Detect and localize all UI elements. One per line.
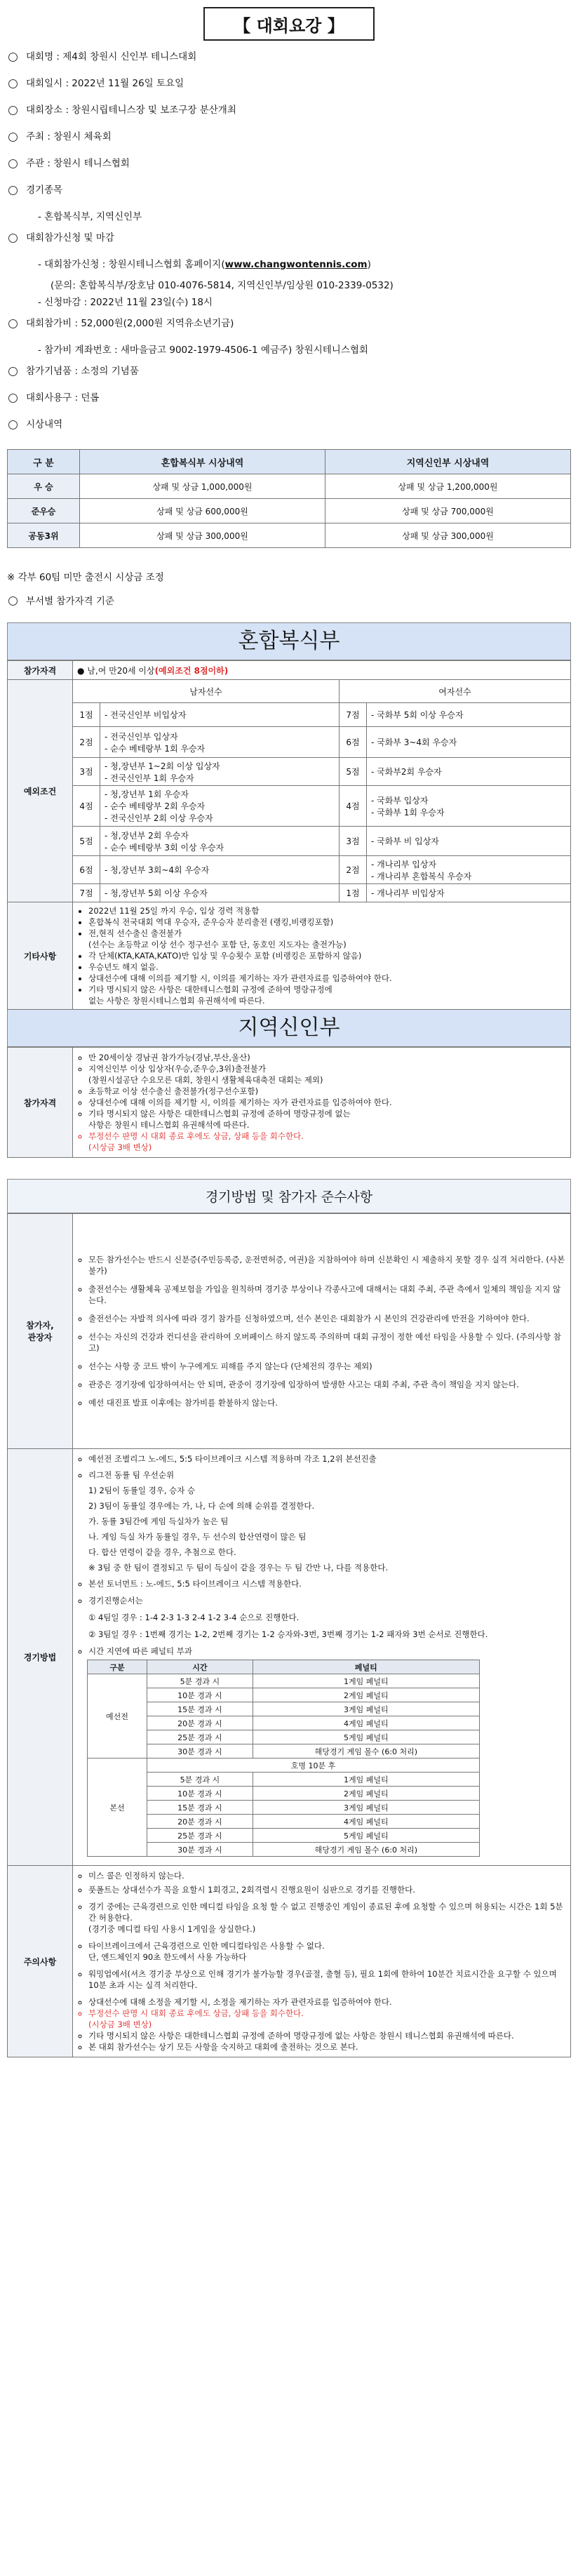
list-item: ◦ 관중은 경기장에 입장하여서는 안 되며, 관중이 경기장에 입장하여 발생한 사고는 대회 주최, 주관 측이 책임을 지지 않는다.: [88, 1379, 566, 1390]
list-item: ◦ 기타 명시되지 않은 사항은 대한테니스협회 규정에 준하여 명랑규정에 없는 사항은 창원시 테니스협회 유권해석에 따른다.: [88, 2030, 566, 2041]
method-label: 경기방법: [8, 1449, 73, 1866]
prize-note: ※ 각부 60팀 미만 출전시 시상금 조정: [7, 572, 164, 583]
table-row: 우 승 상패 및 상금 1,000,000원 상패 및 상금 1,200,000원: [8, 474, 571, 499]
table-header-row: [8, 450, 571, 474]
list-item: • 혼합복식 전국대회 역대 우승자, 준우승자 분리출전 (랭킹,비랭킹포함): [88, 916, 566, 928]
circle-bullet-icon: [8, 234, 18, 243]
list-item: • 각 단체(KTA,KATA,KATO)만 입상 및 우승횟수 포함 (비랭킹은 포함하지 않음): [88, 950, 566, 961]
circle-bullet-icon: [8, 367, 18, 376]
info-subitem: - 대회참가신청 : 창원시테니스협회 홈페이지(www.changwontennis.com): [38, 259, 371, 270]
list-item: ◦ 상대선수에 대해 소정을 제기할 시, 소정을 제기하는 자가 관련자료를 입증하여야 한다.: [88, 1996, 566, 2008]
list-item: ◦ 기타 명시되지 않은 사항은 대한테니스협회 규정에 준하여 명랑규정에 없는 사항은 창원시 테니스협회 유권해석에 따른다.: [88, 1108, 566, 1130]
tournament-guide: [7, 6, 571, 2057]
local-section-title: 지역신인부: [7, 1010, 571, 1047]
list-item: • 기타 명시되지 않은 사항은 대한테니스협회 규정에 준하여 명랑규정에: [88, 984, 566, 995]
table-header: 혼합복식부 시상내역: [80, 450, 325, 474]
homepage-link[interactable]: www.changwontennis.com: [224, 259, 368, 270]
circle-bullet-icon: [8, 186, 18, 195]
list-item: ◦ 선수는 사항 중 코트 밖이 누구에게도 피해를 주지 않는다 (단체전의 경우는 제외): [88, 1361, 566, 1372]
page-title: 【 대회요강 】: [203, 7, 375, 41]
list-item: ◦ 경기진행순서는 ① 4팀일 경우 : 1-4 2-3 1-3 2-4 1-2 3-4 순으로 진행한다. ② 3팀일 경우 : 1번째 경기는 1-2, 2번째 경기는 1-2 승자와-3번, 3번째 경기는 1-2 패자와 3번 순서로 진행한다.: [88, 1592, 566, 1643]
qualification-heading: 부서별 참가자격 기준: [7, 593, 571, 607]
info-item: 참가기념품 : 소정의 기념품: [7, 365, 571, 392]
duty-list: [77, 1254, 566, 1408]
table-row: 30분 경과 시 해당경기 게임 몰수 (6:0 처리): [88, 1843, 480, 1857]
list-item: ◦ 타이브레이크에서 근육경련으로 인한 메디컬타임은 사용할 수 없다. 단, 엔드체인지 90초 한도에서 사용 가능하다: [88, 1940, 566, 1963]
table-row: 20분 경과 시 4게임 페널티: [88, 1815, 480, 1829]
list-item: ◦ 지역신인부 이상 입상자(우승,준우승,3위)출전불가 (창원시설공단 수요모른 대회, 창원시 생활체육대축전 대회는 제외): [88, 1063, 566, 1086]
list-item: ◦ 풋폴트는 상대선수가 꼭을 요할시 1회경고, 2회격렬시 진행요원이 심판으로 경기를 진행한다.: [88, 1884, 566, 1895]
list-item: ◦ 리그전 동률 팀 우선순위 1) 2팀이 동률일 경우, 승자 승 2) 3팀이 동률일 경우에는 가, 나, 다 순에 의해 순위를 결정한다. 가. 동률 3팀간에 게임 득실차가 높은 팀 나. 게임 득실 차가 동률일 경우, 두 선수의 합산연령이 많은 팀 다. 합산 연령이 같을 경우, 추첨으로 한다. ※ 3팀 중 한 팀이 결정되고 두 팀이 득실이 같을 경우는 두 팀 간만 나, 다를 적용한다.: [88, 1467, 566, 1575]
circle-bullet-icon: [8, 133, 18, 142]
circle-bullet-icon: [8, 106, 18, 115]
info-subitem: - 참가비 계좌번호 : 새마을금고 9002-1979-4506-1 예금주) 창원시테니스협회: [38, 345, 368, 356]
list-item: • 상대선수에 대해 이의를 제기할 시, 이의를 제기하는 자가 관련자료를 입증하여야 한다.: [88, 973, 566, 984]
caution-label: 주의사항: [8, 1866, 73, 2057]
list-item: ◦ 출전선수는 생활체육 공제보험을 가입을 원칙하며 경기중 부상이나 각종사고에 대해서는 대회 주최, 주관 측에서 일체의 책임을 지지 않는다.: [88, 1283, 566, 1306]
list-item: ◦ 워밍업에서(셔츠 경기중 부상으로 인해 경기가 불가능할 경우(골절, 출혈 등), 필요 1회에 한하여 10분간 치료시간을 요구할 수 있으며 10분 초과 시는 실격 처리한다.: [88, 1968, 566, 1991]
circle-bullet-icon: [8, 53, 18, 62]
table-row: 본선 호명 10분 후: [88, 1759, 480, 1773]
prize-table: [7, 449, 571, 548]
list-item: • 전,현직 선수출신 출전불가 (선수는 초등학교 이상 선수 정구선수 포함 단, 동호인 지도자는 출전가능): [88, 928, 566, 950]
circle-bullet-icon: [8, 596, 18, 606]
exception-label: 예외조건: [8, 680, 73, 902]
info-item: 대회사용구 : 던롭: [7, 392, 571, 418]
method-list: [77, 1453, 566, 1657]
table-row: 예선전 5분 경과 시 1게임 페널티: [88, 1674, 480, 1688]
list-item: ◦ 초등학교 이상 선수출신 출전불가(정구선수포함): [88, 1086, 566, 1097]
info-item: 주관 : 창원시 테니스협회: [7, 157, 571, 184]
male-header: 남자선수: [73, 680, 340, 703]
list-item: • 우승년도 해지 없음.: [88, 961, 566, 973]
list-item: ◦ 선수는 자신의 건강과 컨디션을 관리하여 오버페이스 하지 않도록 주의하며 대회 규정이 정한 예선 타임을 사용할 수 있다. (주의사항 참고): [88, 1331, 566, 1354]
circle-bullet-icon: ●: [77, 665, 88, 676]
list-item: ◦ 만 20세이상 경남권 참가가능(경남,부산,울산): [88, 1052, 566, 1063]
qualification-label: 참가자격: [8, 661, 73, 680]
circle-bullet-icon: [8, 159, 18, 168]
list-item: ◦ 예선전 조별리그 노-에드, 5:5 타이브레이크 시스템 적용하며 각조 1,2위 본선진출: [88, 1453, 566, 1464]
etc-label: 기타사항: [8, 902, 73, 1010]
qualification-label: 참가자격: [8, 1048, 73, 1158]
info-item: 대회명 : 제4회 창원시 신인부 테니스대회: [7, 51, 571, 77]
table-row: 10분 경과 시 2게임 페널티: [88, 1787, 480, 1801]
list-item: ◦ 미스 콜은 인정하지 않는다.: [88, 1870, 566, 1881]
table-header: 지역신인부 시상내역: [325, 450, 571, 474]
table-row: 25분 경과 시 5게임 페널티: [88, 1730, 480, 1744]
female-header: 여자선수: [339, 680, 570, 703]
list-item: ◦ 부정선수 판명 시 대회 종료 후에도 상금, 상패 등을 회수한다. (시상금 3배 변상): [88, 2008, 566, 2030]
table-row: 20분 경과 시 4게임 페널티: [88, 1716, 480, 1730]
table-row: 공동3위 상패 및 상금 300,000원 상패 및 상금 300,000원: [8, 523, 571, 548]
info-item: 대회장소 : 창원시립테니스장 및 보조구장 분산개최: [7, 104, 571, 131]
list-item: ◦ 시간 지연에 따른 페널티 부과: [88, 1646, 566, 1657]
info-item: 주최 : 창원시 체육회: [7, 131, 571, 157]
circle-bullet-icon: [8, 394, 18, 403]
mixed-section-title: 혼합복식부: [7, 622, 571, 660]
table-row: 15분 경과 시 3게임 페널티: [88, 1702, 480, 1716]
list-item: ◦ 출전선수는 자발적 의사에 따라 경기 참가를 신청하였으며, 선수 본인은 대회참가 시 본인의 건강관리에 만전을 기하여야 한다.: [88, 1313, 566, 1324]
list-item: ◦ 본 대회 참가선수는 상기 모든 사항을 숙지하고 대회에 출전하는 것으로 본다.: [88, 2041, 566, 2053]
table-row: 25분 경과 시 5게임 페널티: [88, 1829, 480, 1843]
table-row: 10분 경과 시 2게임 페널티: [88, 1688, 480, 1702]
info-item: 시상내역: [7, 418, 571, 445]
circle-bullet-icon: [8, 79, 18, 88]
list-item: 없는 사항은 창원시테니스협회 유권해석에 따른다.: [88, 996, 265, 1006]
info-subitem: - 신청마감 : 2022년 11월 23일(수) 18시: [38, 297, 213, 308]
info-list: [7, 51, 571, 445]
table-row: 5분 경과 시 1게임 페널티: [88, 1773, 480, 1787]
etc-list: [77, 905, 566, 1006]
circle-bullet-icon: [8, 420, 18, 429]
list-item: • 2022년 11월 25일 까지 우승, 입상 경력 적용함: [88, 905, 566, 916]
table-row: 30분 경과 시 해당경기 게임 몰수 (6:0 처리): [88, 1744, 480, 1759]
info-subitem: (문의: 혼합복식부/장호남 010-4076-5814, 지역신인부/임상원 010-2339-0532): [51, 280, 394, 291]
local-qual-list: [77, 1052, 566, 1153]
info-subitem: - 혼합복식부, 지역신인부: [38, 211, 142, 222]
list-item: ◦ 모든 참가선수는 반드시 신분증(주민등록증, 운전면허증, 여권)을 지참하여야 하며 신분확인 시 제출하지 못할 경우 실격 처리한다. (사본 불가): [88, 1254, 566, 1276]
duty-label: 참가자, 관장자: [8, 1214, 73, 1449]
penalty-table: 구분 시간 페널티 예선전 5분 경과 시 1게임 페널티 10분 경과 시 2게임 페널티 15분 경과 시 3게임 페널티 20분 경과 시 4게임 페널티 25분 경과 시 5게임 페널티 30분 경과 시 해당경기 게임 몰수 (6:0 처리) 본선 호명 10분 후 5분 경과 시 1게임 페널티 10분 경과 시 2게임 페널티 15분 경과 시 3게임 페널티 20분 경과 시 4게임 페널티 25분 경과 시 5게임 페널티 30분 경과 시 해당경기 게임 몰수 (6:0 처리): [87, 1660, 480, 1857]
list-item: ◦ 본선 토너먼트 : 노-에드, 5:5 타이브레이크 시스템 적용한다.: [88, 1578, 566, 1589]
table-row: 15분 경과 시 3게임 페널티: [88, 1801, 480, 1815]
mixed-table: 참가자격 ● 남,여 만20세 이상(예외조건 8점이하) 예외조건 남자선수 여자선수 1점 - 전국신인부 비입상자 7점 - 국화부 5회 이상 우승자 2점 - 전국신인부 입상자 - 순수 베테랑부 1회 우승자 6점 - 국화부 3~4회 우승자 3점 - 청,장년부 1~2회 이상 입상자 - 전국신인부 1회 우승자 5점 - 국화부2회 우승자 4점 - 청,장년부 1회 우승자 - 순수 베테랑부 2회 우승자 - 전국신인부 2회 이상 우승자 4점 - 국화부 입상자 - 국화부 1회 우승자 5점 - 청,장년부 2회 우승자 - 순수 베테랑부 3회 이상 우승자 3점 - 국화부 비 입상자 6점 - 청,장년부 3회~4회 우승자 2점 - 개나리부 입상자 - 개나리부 혼합복식 우승자 7점 - 청,장년부 5회 이상 우승자 1점 - 개나리부 비입상자 기타사항 • 2022년 11월 25일 까지 우승, 입상 경력 적용함 • 혼합복식 전국대회 역대 우승자, 준우승자 분리출전 (랭킹,비랭킹포함) • 전,현직 선수출신 출전불가 (선수는 초등학교 이상 선수 정구선수 포함 단, 동호인 지도자는 출전가능) • 각 단체(KTA,KATA,KATO)만 입상 및 우승횟수 포함 (비랭킹은 포함하지 않음) • 우승년도 해지 없음. • 상대선수에 대해 이의를 제기할 시, 이의를 제기하는 자가 관련자료를 입증하여야 한다. • 기타 명시되지 않은 사항은 대한테니스협회 규정에 준하여 명랑규정에 없는 사항은 창원시테니스협회 유권해석에 따른다.: [7, 660, 571, 1010]
info-item: 경기종목: [7, 184, 571, 211]
rules-section-title: 경기방법 및 참가자 준수사항: [7, 1179, 571, 1213]
info-item: 대회참가신청 및 마감: [7, 232, 571, 258]
table-row: 준우승 상패 및 상금 600,000원 상패 및 상금 700,000원: [8, 499, 571, 523]
list-item: ◦ 부정선수 판명 시 대회 종료 후에도 상금, 상패 등을 회수한다. (시상금 3배 변상): [88, 1130, 566, 1153]
rules-table: [7, 1213, 571, 2057]
info-item: 대회참가비 : 52,000원(2,000원 지역유소년기금): [7, 317, 571, 344]
local-table: [7, 1047, 571, 1158]
caution-list: [77, 1870, 566, 2053]
list-item: ◦ 예선 대진표 발표 이후에는 참가비를 환불하지 않는다.: [88, 1397, 566, 1408]
table-header: 구 분: [8, 450, 80, 474]
circle-bullet-icon: [8, 319, 18, 328]
list-item: ◦ 경기 중에는 근육경련으로 인한 메디컬 타임을 요청 할 수 없고 진행중인 게임이 종료된 후에 요청할 수 있으며 허용되는 시간은 1회 5분간 허용한다. (경기중 메디컬 타임 사용시 1게임을 상실한다.): [88, 1901, 566, 1935]
list-item: ◦ 상대선수에 대해 이의를 제기할 시, 이의를 제기하는 자가 관련자료를 입증하여야 한다.: [88, 1097, 566, 1108]
info-item: 대회일시 : 2022년 11월 26일 토요일: [7, 77, 571, 104]
